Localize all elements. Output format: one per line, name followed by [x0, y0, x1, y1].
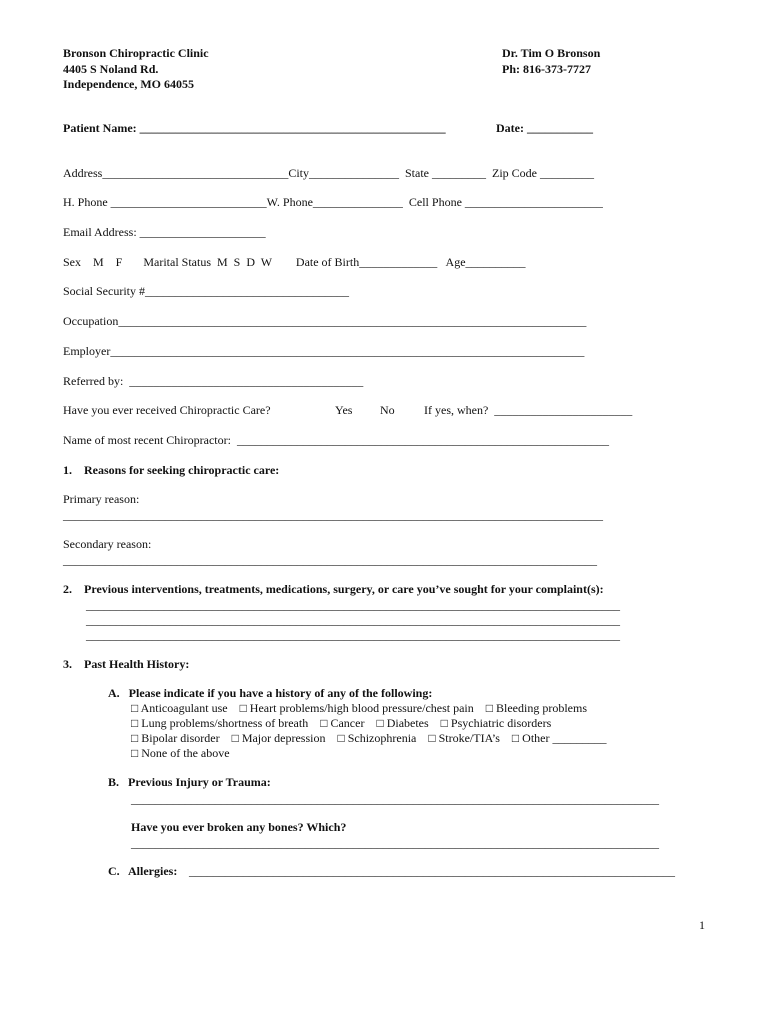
history-checklist-row-1[interactable]: □ Anticoagulant use □ Heart problems/high blood pressure/chest pain □ Bleeding problems [131, 701, 587, 715]
allergies-field[interactable]: _________________________________________________________________________________ [189, 864, 675, 878]
primary-reason-label: Primary reason: [63, 492, 140, 506]
injury-title: B. Previous Injury or Trauma: [108, 775, 271, 789]
recent-chiropractor-field[interactable]: Name of most recent Chiropractor: ______________________________________________________________ [63, 433, 609, 447]
secondary-reason-label: Secondary reason: [63, 537, 152, 551]
ssn-field[interactable]: Social Security #__________________________________ [63, 284, 349, 298]
history-checklist-row-3[interactable]: □ Bipolar disorder □ Major depression □ Schizophrenia □ Stroke/TIA’s □ Other _________ [131, 731, 607, 745]
address-row[interactable]: Address_______________________________City_______________ State _________ Zip Code _________ [63, 166, 594, 180]
injury-field[interactable]: ________________________________________________________________________________________ [131, 792, 659, 806]
employer-field[interactable]: Employer_______________________________________________________________________________ [63, 344, 585, 358]
doctor-name: Dr. Tim O Bronson [502, 46, 601, 60]
section1-title: 1. Reasons for seeking chiropractic care: [63, 463, 280, 477]
patient-name-field[interactable]: Patient Name: ___________________________________________________ [63, 121, 446, 135]
email-field[interactable]: Email Address: _____________________ [63, 225, 266, 239]
secondary-reason-field[interactable]: _________________________________________________________________________________________ [63, 553, 597, 567]
chiro-care-no[interactable]: No [380, 403, 395, 417]
chiro-care-when-field[interactable]: If yes, when? _______________________ [424, 403, 633, 417]
occupation-field[interactable]: Occupation______________________________________________________________________________ [63, 314, 587, 328]
allergies-label: C. Allergies: [108, 864, 178, 878]
chiro-care-yes[interactable]: Yes [335, 403, 353, 417]
interventions-line-1[interactable]: _________________________________________________________________________________________ [86, 598, 620, 612]
date-field[interactable]: Date: ___________ [496, 121, 593, 135]
interventions-line-3[interactable]: _________________________________________________________________________________________ [86, 628, 620, 642]
history-checklist-row-4[interactable]: □ None of the above [131, 746, 230, 760]
primary-reason-field[interactable]: __________________________________________________________________________________________ [63, 508, 603, 522]
chiro-care-question: Have you ever received Chiropractic Care? [63, 403, 271, 417]
clinic-address-line1: 4405 S Noland Rd. [63, 62, 159, 76]
history-checklist-row-2[interactable]: □ Lung problems/shortness of breath □ Cancer □ Diabetes □ Psychiatric disorders [131, 716, 552, 730]
section3-title: 3. Past Health History: [63, 657, 190, 671]
interventions-line-2[interactable]: _________________________________________________________________________________________ [86, 613, 620, 627]
broken-bones-field[interactable]: ________________________________________________________________________________________ [131, 836, 659, 850]
doctor-phone: Ph: 816-373-7727 [502, 62, 591, 76]
section2-title: 2. Previous interventions, treatments, medications, surgery, or care you’ve sought for your complaint(s): [63, 582, 604, 596]
broken-bones-question: Have you ever broken any bones? Which? [131, 820, 347, 834]
sex-marital-dob-row[interactable]: Sex M F Marital Status M S D W Date of Birth_____________ Age__________ [63, 255, 526, 269]
referred-by-field[interactable]: Referred by: _______________________________________ [63, 374, 364, 388]
page-number: 1 [699, 918, 705, 932]
clinic-name: Bronson Chiropractic Clinic [63, 46, 209, 60]
clinic-address-line2: Independence, MO 64055 [63, 77, 195, 91]
phone-row[interactable]: H. Phone __________________________W. Phone_______________ Cell Phone _______________________ [63, 195, 603, 209]
history-checklist-title: A. Please indicate if you have a history of any of the following: [108, 686, 433, 700]
